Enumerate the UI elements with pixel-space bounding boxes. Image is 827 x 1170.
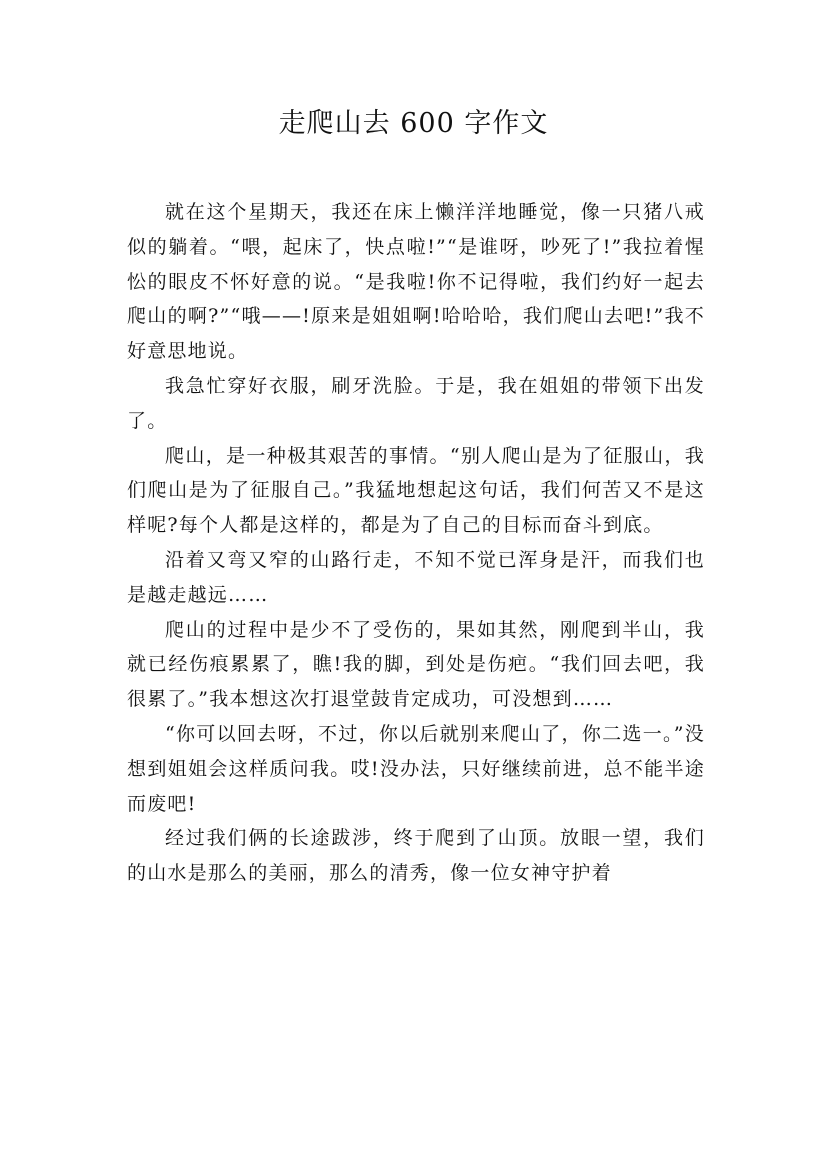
- paragraph-3: 爬山，是一种极其艰苦的事情。“别人爬山是为了征服山，我们爬山是为了征服自己。”我猛地想起这句话，我们何苦又不是这样呢?每个人都是这样的，都是为了自己的目标而奋斗到底。: [127, 444, 705, 537]
- document-title: 走爬山去 600 字作文: [278, 108, 549, 139]
- essay-body: [127, 195, 705, 891]
- paragraph-6: “你可以回去呀，不过，你以后就别来爬山了，你二选一。”没想到姐姐会这样质问我。哎!没办法，只好继续前进，总不能半途而废吧!: [127, 722, 705, 815]
- paragraph-4: 沿着又弯又窄的山路行走，不知不觉已浑身是汗，而我们也是越走越远……: [127, 548, 705, 606]
- paragraph-5: 爬山的过程中是少不了受伤的，果如其然，刚爬到半山，我就已经伤痕累累了，瞧!我的脚，到处是伤疤。“我们回去吧，我很累了。”我本想这次打退堂鼓肯定成功，可没想到……: [127, 618, 705, 711]
- paragraph-2: 我急忙穿好衣服，刷牙洗脸。于是，我在姐姐的带领下出发了。: [127, 374, 705, 432]
- paragraph-1: 就在这个星期天，我还在床上懒洋洋地睡觉，像一只猪八戒似的躺着。“喂，起床了，快点啦!”“是谁呀，吵死了!”我拉着惺忪的眼皮不怀好意的说。“是我啦!你不记得啦，我们约好一起去 爬山的啊?”“哦——!原来是姐姐啊!哈哈哈，我们爬山去吧!”我不好意思地说。: [127, 201, 705, 363]
- paragraph-7: 经过我们俩的长途跋涉，终于爬到了山顶。放眼一望，我们的山水是那么的美丽，那么的清秀，像一位女神守护着: [127, 827, 705, 885]
